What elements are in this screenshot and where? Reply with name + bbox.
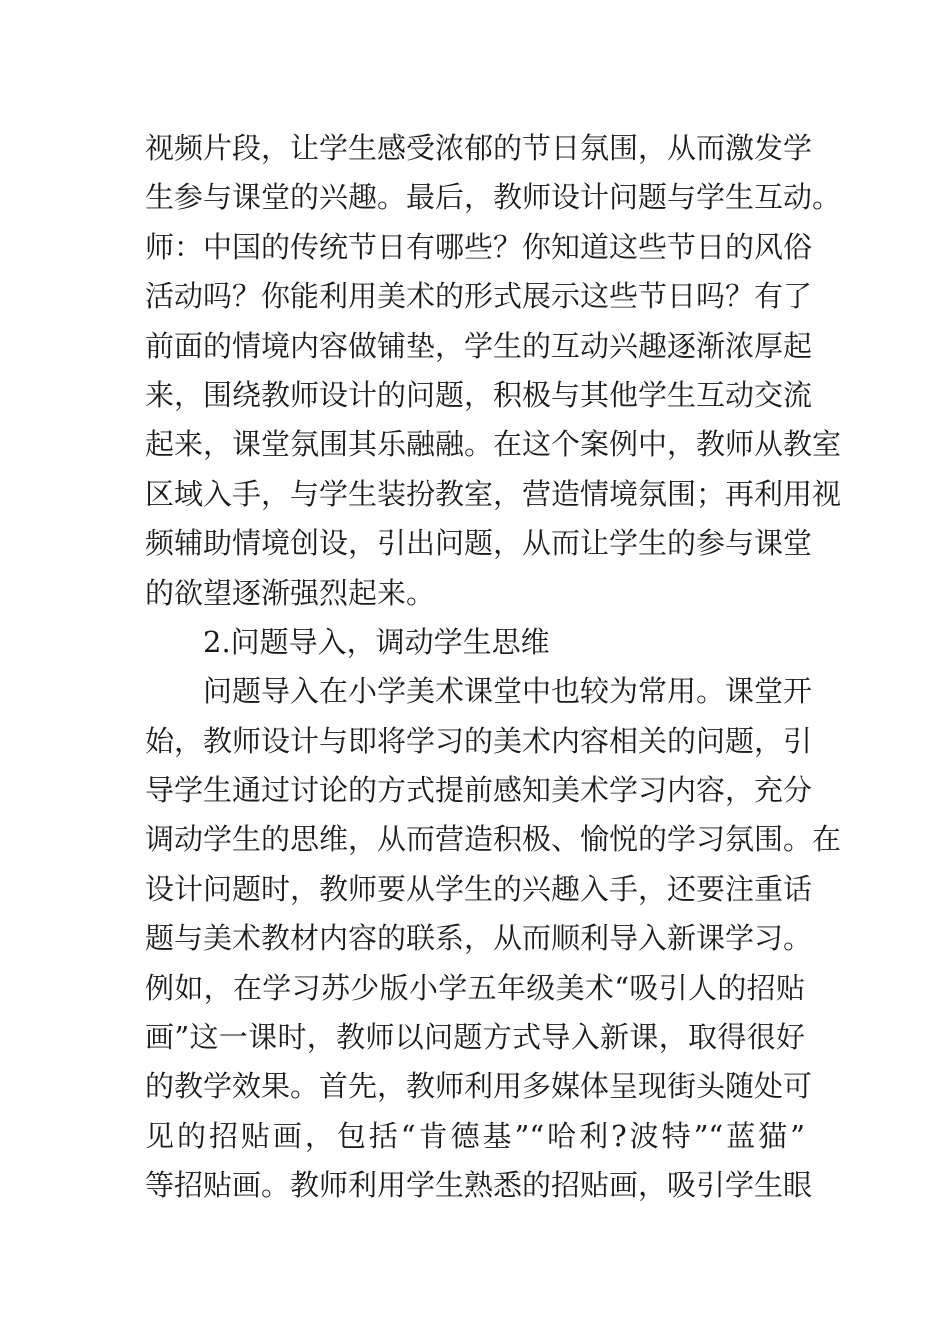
text-line: 视频片段，让学生感受浓郁的节日氛围，从而激发学	[145, 131, 813, 165]
text-line: 的欲望逐渐强烈起来。	[145, 575, 436, 610]
text-line: 的教学效果。首先，教师利用多媒体呈现街头随处可	[145, 1069, 813, 1104]
text-line: 画”这一课时，教师以问题方式导入新课，取得很好	[145, 1020, 805, 1055]
text-line: 题与美术教材内容的联系，从而顺利导入新课学习。	[145, 921, 813, 956]
text-line: 前面的情境内容做铺垫，学生的互动兴趣逐渐浓厚起	[145, 328, 813, 363]
text-line: 调动学生的思维，从而营造积极、愉悦的学习氛围。在	[145, 822, 842, 857]
text-line: 生参与课堂的兴趣。最后，教师设计问题与学生互动。	[145, 180, 842, 215]
text-line: 始，教师设计与即将学习的美术内容相关的问题，引	[145, 723, 813, 758]
text-line: 导学生通过讨论的方式提前感知美术学习内容，充分	[145, 773, 813, 808]
text-line: 来，围绕教师设计的问题，积极与其他学生互动交流	[145, 377, 813, 412]
body-text	[145, 124, 842, 1211]
section-heading: 2.问题导入，调动学生思维	[203, 624, 550, 659]
text-line: 师：中国的传统节日有哪些？你知道这些节日的风俗	[145, 229, 813, 264]
text-line: 区域入手，与学生装扮教室，营造情境氛围；再利用视	[145, 476, 842, 511]
text-line: 活动吗？你能利用美术的形式展示这些节日吗？有了	[145, 279, 813, 314]
text-line: 起来，课堂氛围其乐融融。在这个案例中，教师从教室	[145, 427, 842, 462]
text-line: 见的招贴画，包括“肯德基”“哈利?波特”“蓝猫”	[145, 1118, 805, 1153]
text-line: 例如，在学习苏少版小学五年级美术“吸引人的招贴	[145, 970, 805, 1005]
text-line: 设计问题时，教师要从学生的兴趣入手，还要注重话	[145, 871, 813, 906]
paragraph-first-line: 问题导入在小学美术课堂中也较为常用。课堂开	[203, 674, 813, 709]
text-line: 频辅助情境创设，引出问题，从而让学生的参与课堂	[145, 526, 813, 561]
text-line: 等招贴画。教师利用学生熟悉的招贴画，吸引学生眼	[145, 1168, 813, 1203]
